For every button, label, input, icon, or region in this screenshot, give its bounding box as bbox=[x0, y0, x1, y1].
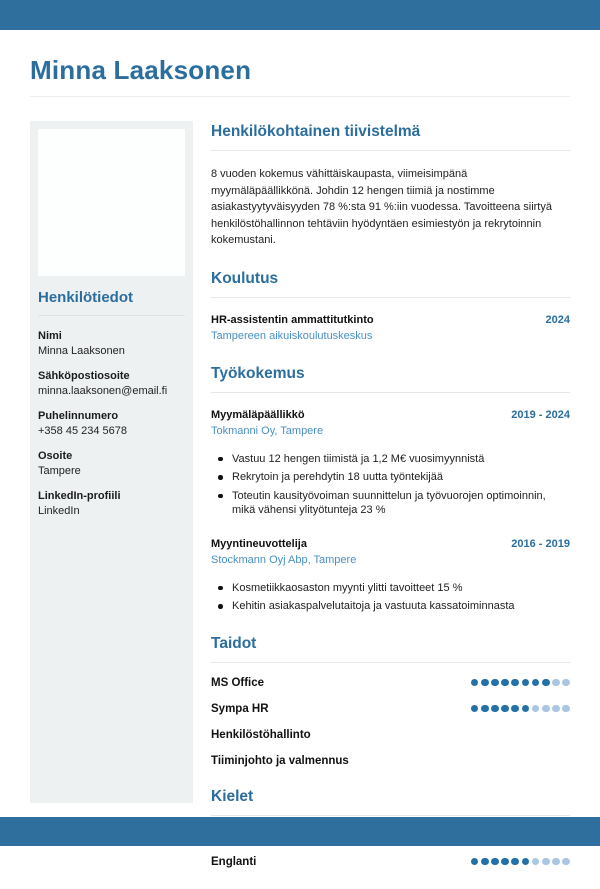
section-skills bbox=[211, 635, 570, 767]
education-period: 2024 bbox=[545, 313, 570, 326]
field-value: Tampere bbox=[38, 465, 81, 477]
bullet-item: Kehitin asiakaspalvelutaitoja ja vastuuta kassatoiminnasta bbox=[211, 599, 570, 614]
section-divider bbox=[211, 662, 570, 663]
level-dot-filled bbox=[542, 679, 550, 687]
field-name bbox=[38, 330, 185, 357]
level-dot-filled bbox=[511, 705, 519, 713]
field-label: Puhelinnumero bbox=[38, 410, 119, 422]
sidebar-heading-divider bbox=[38, 315, 185, 316]
bullet-item: Kosmetiikkaosaston myynti ylitti tavoitteet 15 % bbox=[211, 581, 570, 596]
level-dot-filled bbox=[522, 705, 530, 713]
level-dot-filled bbox=[501, 705, 509, 713]
level-dot-filled bbox=[501, 858, 509, 866]
summary-heading: Henkilökohtainen tiivistelmä bbox=[211, 123, 421, 140]
bullet-item: Vastuu 12 hengen tiimistä ja 1,2 M€ vuosimyynnistä bbox=[211, 452, 570, 467]
level-dot-filled bbox=[471, 679, 479, 687]
main-column bbox=[211, 121, 570, 889]
field-label: Nimi bbox=[38, 330, 62, 342]
field-value: minna.laaksonen@email.fi bbox=[38, 385, 168, 397]
field-email bbox=[38, 370, 185, 397]
level-dot-empty bbox=[562, 679, 570, 687]
level-dot-empty bbox=[542, 858, 550, 866]
field-value: Minna Laaksonen bbox=[38, 345, 125, 357]
section-divider bbox=[211, 392, 570, 393]
language-row bbox=[211, 856, 570, 868]
level-dot-empty bbox=[562, 858, 570, 866]
bullet-item: Rekrytoin ja perehdytin 18 uutta työntekijää bbox=[211, 470, 570, 485]
skill-row bbox=[211, 703, 570, 715]
level-dot-filled bbox=[522, 679, 530, 687]
level-dot-filled bbox=[471, 705, 479, 713]
page-content bbox=[0, 55, 600, 889]
skill-row bbox=[211, 729, 570, 741]
field-linkedin bbox=[38, 490, 185, 517]
level-dot-filled bbox=[491, 679, 499, 687]
language-level-dots bbox=[471, 858, 570, 866]
level-dot-empty bbox=[552, 858, 560, 866]
skill-name: Henkilöstöhallinto bbox=[211, 728, 311, 741]
school-link[interactable]: Tampereen aikuiskoulutuskeskus bbox=[211, 329, 373, 342]
job-period: 2019 - 2024 bbox=[511, 408, 570, 421]
field-label: Osoite bbox=[38, 450, 73, 462]
languages-heading: Kielet bbox=[211, 787, 254, 805]
skill-level-dots bbox=[471, 705, 570, 713]
section-divider bbox=[211, 150, 570, 151]
page-title: Minna Laaksonen bbox=[30, 55, 252, 85]
level-dot-filled bbox=[491, 858, 499, 866]
job-period: 2016 - 2019 bbox=[511, 537, 570, 550]
level-dot-filled bbox=[501, 679, 509, 687]
level-dot-filled bbox=[481, 679, 489, 687]
field-phone bbox=[38, 410, 185, 437]
language-name: Englanti bbox=[211, 855, 257, 868]
skill-name: Tiiminjohto ja valmennus bbox=[211, 754, 349, 767]
level-dot-empty bbox=[562, 705, 570, 713]
section-education bbox=[211, 270, 570, 344]
field-value: LinkedIn bbox=[38, 505, 80, 517]
level-dot-empty bbox=[532, 858, 540, 866]
section-summary bbox=[211, 123, 570, 249]
top-accent-bar bbox=[0, 0, 600, 30]
education-heading: Koulutus bbox=[211, 269, 279, 287]
summary-text: 8 vuoden kokemus vähittäiskaupasta, viimeisimpänä myymäläpäällikkönä. Johdin 12 hengen tiimiä ja nostimme asiakastyytyväisyyden 78 %:sta 91 %:iin vuodessa. Tavoitteena siirtyä henkilöstöhallinnon tehtäviin hyödyntäen esimiestyön ja rekrytoinnin kokemustani. bbox=[211, 168, 552, 246]
field-value: +358 45 234 5678 bbox=[38, 425, 128, 437]
level-dot-empty bbox=[552, 679, 560, 687]
field-address bbox=[38, 450, 185, 477]
level-dot-filled bbox=[511, 679, 519, 687]
job-bullets bbox=[211, 452, 570, 518]
bottom-accent-bar bbox=[0, 817, 600, 846]
job-entry bbox=[211, 538, 570, 614]
degree-title: HR-assistentin ammattitutkinto bbox=[211, 313, 374, 326]
company-link[interactable]: Stockmann Oyj Abp, Tampere bbox=[211, 553, 357, 566]
sidebar bbox=[30, 121, 193, 803]
experience-heading: Työkokemus bbox=[211, 364, 305, 382]
level-dot-empty bbox=[552, 705, 560, 713]
sidebar-heading: Henkilötiedot bbox=[38, 289, 134, 306]
job-title: Myymäläpäällikkö bbox=[211, 408, 305, 421]
level-dot-filled bbox=[491, 705, 499, 713]
bullet-item: Toteutin kausityövoiman suunnittelun ja työvuorojen optimoinnin, mikä vähensi ylityötunteja 23 % bbox=[211, 489, 570, 518]
section-divider bbox=[211, 815, 570, 816]
company-link[interactable]: Tokmanni Oy, Tampere bbox=[211, 424, 324, 437]
job-bullets bbox=[211, 581, 570, 614]
skill-level-dots bbox=[471, 679, 570, 687]
skill-row bbox=[211, 755, 570, 767]
job-title: Myyntineuvottelija bbox=[211, 537, 307, 550]
skill-name: Sympa HR bbox=[211, 702, 269, 715]
skill-name: MS Office bbox=[211, 676, 265, 689]
photo-placeholder bbox=[38, 129, 185, 276]
level-dot-filled bbox=[522, 858, 530, 866]
skill-row bbox=[211, 677, 570, 689]
job-entry bbox=[211, 409, 570, 518]
education-entry bbox=[211, 314, 570, 344]
level-dot-empty bbox=[542, 705, 550, 713]
level-dot-empty bbox=[532, 705, 540, 713]
field-label: Sähköpostiosoite bbox=[38, 370, 130, 382]
section-experience bbox=[211, 365, 570, 614]
level-dot-filled bbox=[532, 679, 540, 687]
level-dot-filled bbox=[481, 858, 489, 866]
level-dot-filled bbox=[481, 705, 489, 713]
skills-heading: Taidot bbox=[211, 634, 257, 652]
level-dot-filled bbox=[471, 858, 479, 866]
level-dot-filled bbox=[511, 858, 519, 866]
field-label: LinkedIn-profiili bbox=[38, 490, 121, 502]
section-divider bbox=[211, 297, 570, 298]
title-divider bbox=[30, 96, 570, 97]
